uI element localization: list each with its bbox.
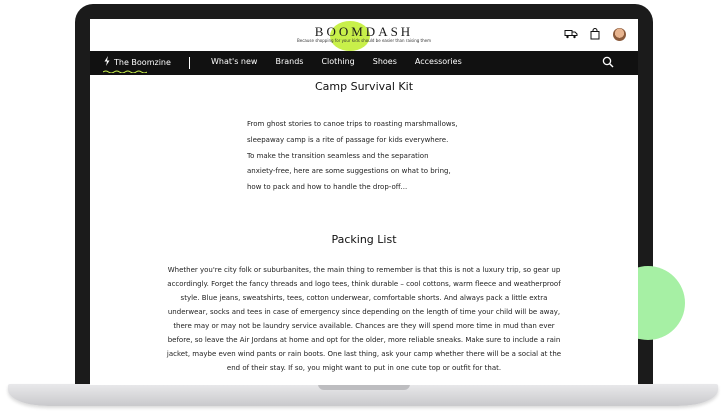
intro-line: anxiety-free, here are some suggestions on what to bring, bbox=[247, 167, 451, 176]
intro-line: sleepaway camp is a rite of passage for kids everywhere. bbox=[247, 135, 449, 144]
nav-item-accessories[interactable]: Accessories bbox=[414, 57, 462, 66]
bag-icon[interactable] bbox=[588, 27, 602, 41]
truck-icon[interactable] bbox=[564, 27, 578, 41]
nav-item-clothing[interactable]: Clothing bbox=[321, 57, 355, 66]
nav-divider bbox=[189, 57, 190, 69]
nav-item-shoes[interactable]: Shoes bbox=[372, 57, 397, 66]
search-icon[interactable] bbox=[602, 56, 614, 70]
article-title: Camp Survival Kit bbox=[314, 80, 414, 93]
article-content bbox=[90, 75, 638, 385]
section-title: Packing List bbox=[331, 233, 397, 246]
intro-line: From ghost stories to canoe trips to roasting marshmallows, bbox=[247, 120, 458, 128]
site-tagline: Because shopping for your kids should be easier than raising them bbox=[296, 38, 432, 43]
nav-links bbox=[211, 57, 462, 66]
intro-line: To make the transition seamless and the separation bbox=[247, 151, 429, 160]
lightning-icon bbox=[104, 56, 110, 68]
boomzine-underline bbox=[103, 70, 147, 73]
boomzine-label: The Boomzine bbox=[114, 57, 171, 67]
user-avatar[interactable] bbox=[612, 27, 626, 41]
intro-line: how to pack and how to handle the drop-off... bbox=[247, 183, 408, 192]
header-icons bbox=[564, 27, 626, 41]
nav-item-brands[interactable]: Brands bbox=[275, 57, 304, 66]
boomzine-link[interactable] bbox=[104, 56, 171, 68]
site-logo[interactable]: BOOMDASH bbox=[314, 24, 414, 39]
avatar bbox=[613, 28, 626, 41]
section-body: Whether you're city folk or suburbanites, the main thing to remember is that this is not a luxury trip, so gear up accordingly. Forget the fancy threads and logo tees, think durable – cool cottons, warm fleece and weatherproof style. Blue jeans, sweatshirts, tees, cotton underwear, comfortable shorts. And always pack a little extra underwear, socks and tees in case of emergency since depending on the length of time your child will be away, there may or may not be laundry service available. Chances are they will spend more time in mud than ever before, so leave the Air Jordans at home and opt for the older, more reliable sneaks. Make sure to include a rain jacket, maybe even wind pants or rain boots. One last thing, ask your camp whether there will be a social at the end of their stay. If so, you might want to put in one cute top or outfit for that. bbox=[166, 266, 562, 372]
main-nav bbox=[90, 51, 638, 75]
browser-screen bbox=[90, 19, 638, 385]
site-header bbox=[90, 19, 638, 51]
nav-item-whats-new[interactable]: What's new bbox=[211, 57, 258, 66]
article-intro bbox=[247, 117, 487, 196]
